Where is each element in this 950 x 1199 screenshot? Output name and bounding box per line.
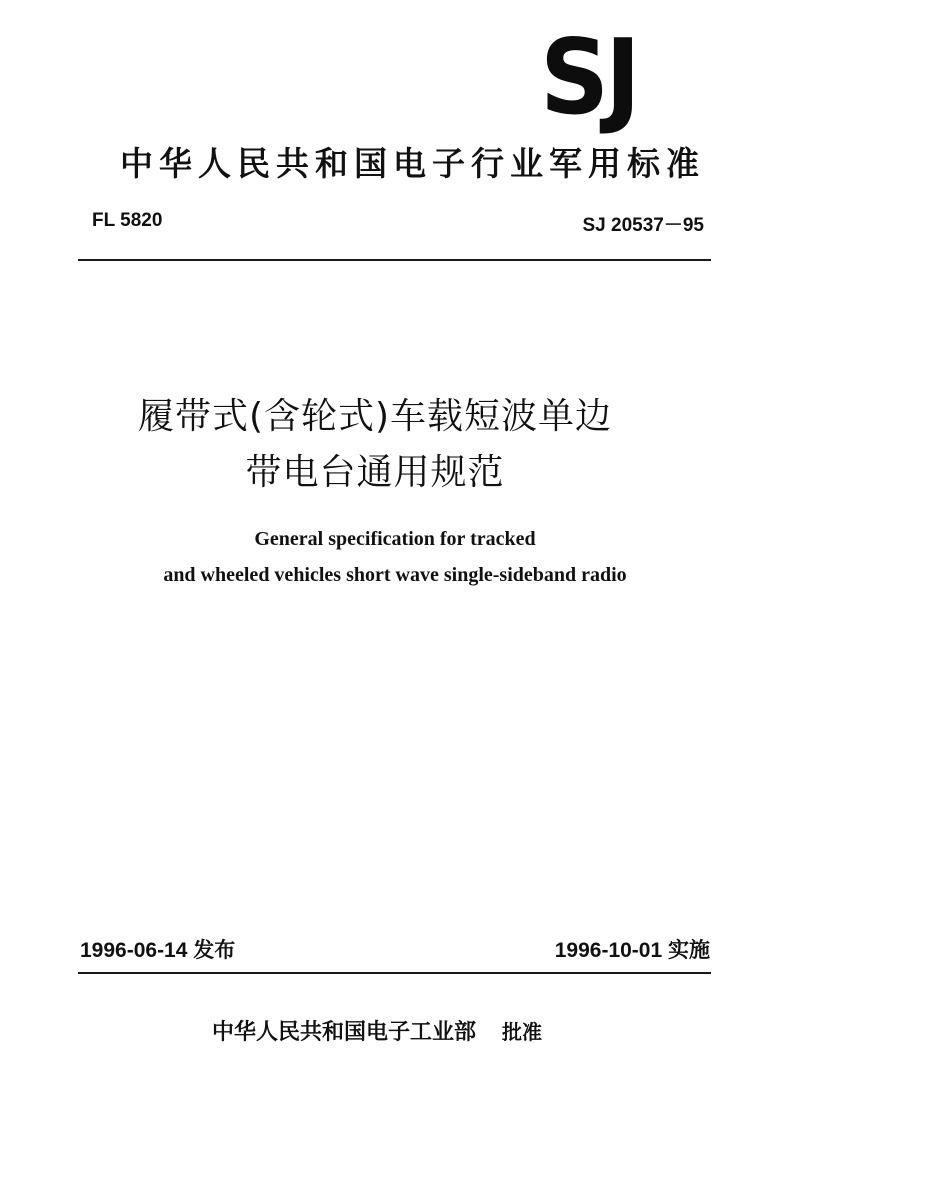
chinese-title-line-1: 履带式(含轮式)车载短波单边 bbox=[137, 396, 613, 437]
sj-logo: SJ bbox=[540, 16, 637, 138]
header-divider bbox=[78, 259, 711, 261]
standard-category-title: 中华人民共和国电子行业军用标准 bbox=[120, 144, 705, 183]
approving-authority: 中华人民共和国电子工业部 bbox=[212, 1020, 477, 1045]
footer-divider bbox=[78, 972, 711, 974]
classification-code: FL 5820 bbox=[92, 210, 163, 231]
english-title-line-1: General specification for tracked bbox=[254, 528, 536, 550]
standard-code-row bbox=[92, 210, 704, 238]
issue-date: 1996-06-14 发布 bbox=[80, 939, 236, 962]
date-row bbox=[80, 934, 710, 964]
chinese-title-line-2: 带电台通用规范 bbox=[245, 452, 505, 493]
english-title-line-2: and wheeled vehicles short wave single-sideband radio bbox=[163, 564, 627, 586]
standard-number: SJ 20537－95 bbox=[582, 215, 704, 236]
approval-action: 批准 bbox=[502, 1020, 543, 1044]
approval-line bbox=[212, 1015, 542, 1046]
implementation-date: 1996-10-01 实施 bbox=[554, 939, 710, 962]
